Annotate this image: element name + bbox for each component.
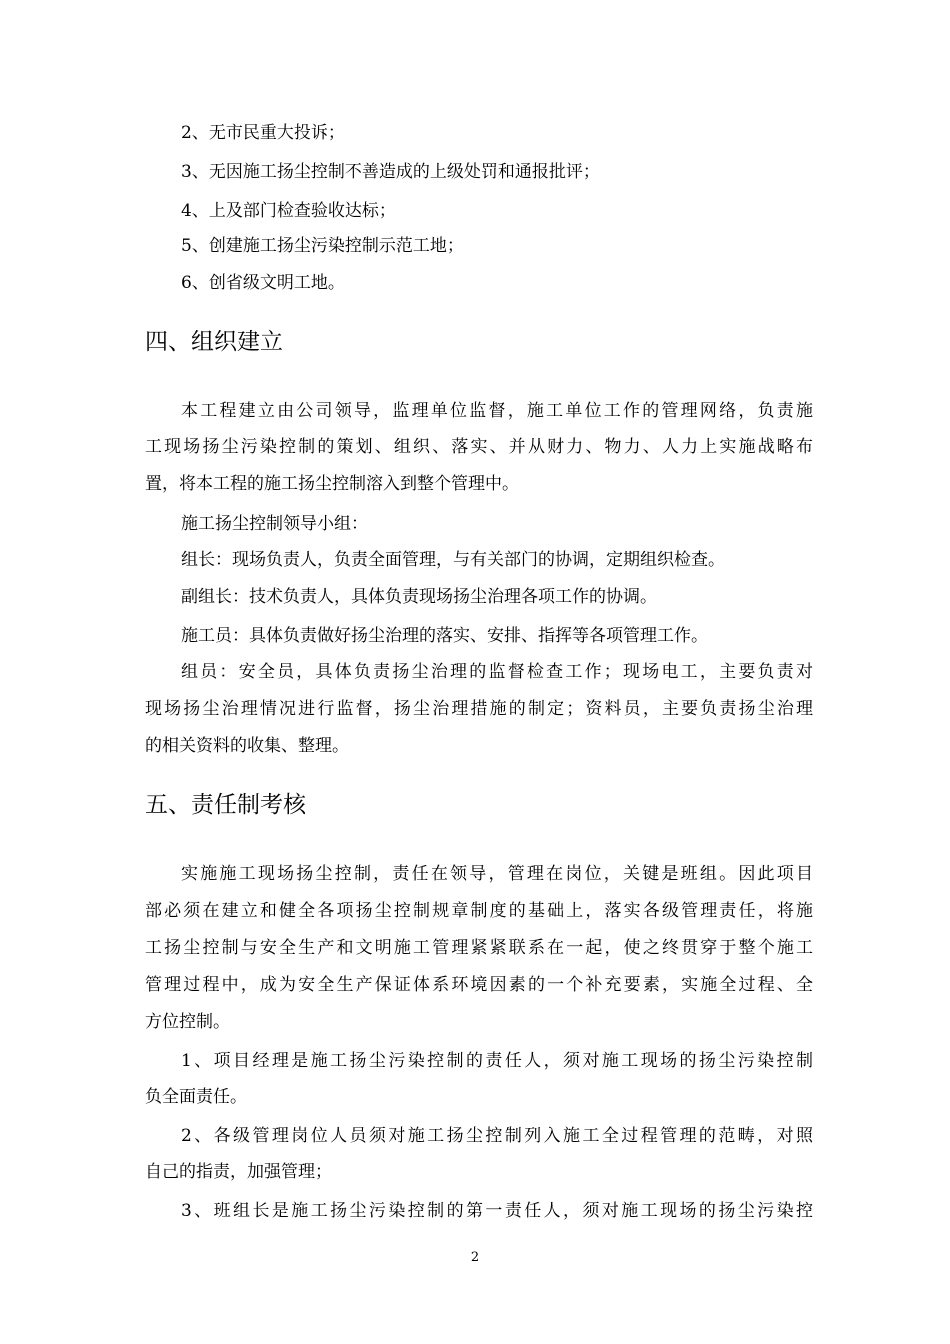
list-item-3: 3、无因施工扬尘控制不善造成的上级处罚和通报批评；	[181, 162, 600, 182]
list-item-6: 6、创省级文明工地。	[181, 273, 345, 293]
role-leader: 组长：现场负责人，负责全面管理，与有关部门的协调，定期组织检查。	[181, 550, 725, 570]
list-item-2: 2、无市民重大投诉；	[181, 123, 345, 143]
paragraph-line: 实施施工现场扬尘控制，责任在领导，管理在岗位，关键是班组。因此项目	[181, 864, 813, 884]
numbered-item-line: 自己的指责，加强管理；	[145, 1162, 332, 1182]
numbered-item-line: 2、各级管理岗位人员须对施工扬尘控制列入施工全过程管理的范畴，对照	[181, 1126, 813, 1146]
paragraph-line: 管理过程中，成为安全生产保证体系环境因素的一个补充要素，实施全过程、全	[145, 975, 813, 995]
paragraph-line: 方位控制。	[145, 1012, 230, 1032]
page-number: 2	[470, 1250, 480, 1265]
paragraph-line: 本工程建立由公司领导，监理单位监督，施工单位工作的管理网络，负责施	[181, 401, 813, 421]
list-item-5: 5、创建施工扬尘污染控制示范工地；	[181, 236, 464, 256]
numbered-item-line: 1、项目经理是施工扬尘污染控制的责任人，须对施工现场的扬尘污染控制	[181, 1051, 813, 1071]
role-deputy: 副组长：技术负责人，具体负责现场扬尘治理各项工作的协调。	[181, 587, 657, 607]
list-item-4: 4、上及部门检查验收达标；	[181, 201, 396, 221]
paragraph-line: 置，将本工程的施工扬尘控制溶入到整个管理中。	[145, 474, 519, 494]
section-heading-4: 四、组织建立	[145, 329, 283, 355]
role-constructor: 施工员：具体负责做好扬尘治理的落实、安排、指挥等各项管理工作。	[181, 626, 708, 646]
paragraph-line: 现场扬尘治理情况进行监督，扬尘治理措施的制定；资料员，主要负责扬尘治理	[145, 699, 813, 719]
section-heading-5: 五、责任制考核	[145, 792, 306, 818]
paragraph-line: 的相关资料的收集、整理。	[145, 736, 349, 756]
paragraph-line: 工现场扬尘污染控制的策划、组织、落实、并从财力、物力、人力上实施战略布	[145, 437, 813, 457]
numbered-item-line: 3、班组长是施工扬尘污染控制的第一责任人，须对施工现场的扬尘污染控	[181, 1201, 813, 1221]
paragraph-line: 部必须在建立和健全各项扬尘控制规章制度的基础上，落实各级管理责任，将施	[145, 901, 813, 921]
paragraph-line: 工扬尘控制与安全生产和文明施工管理紧紧联系在一起，使之终贯穿于整个施工	[145, 938, 813, 958]
numbered-item-line: 负全面责任。	[145, 1087, 247, 1107]
group-title: 施工扬尘控制领导小组：	[181, 514, 368, 534]
paragraph-line: 组员：安全员，具体负责扬尘治理的监督检查工作；现场电工，主要负责对	[181, 662, 813, 682]
